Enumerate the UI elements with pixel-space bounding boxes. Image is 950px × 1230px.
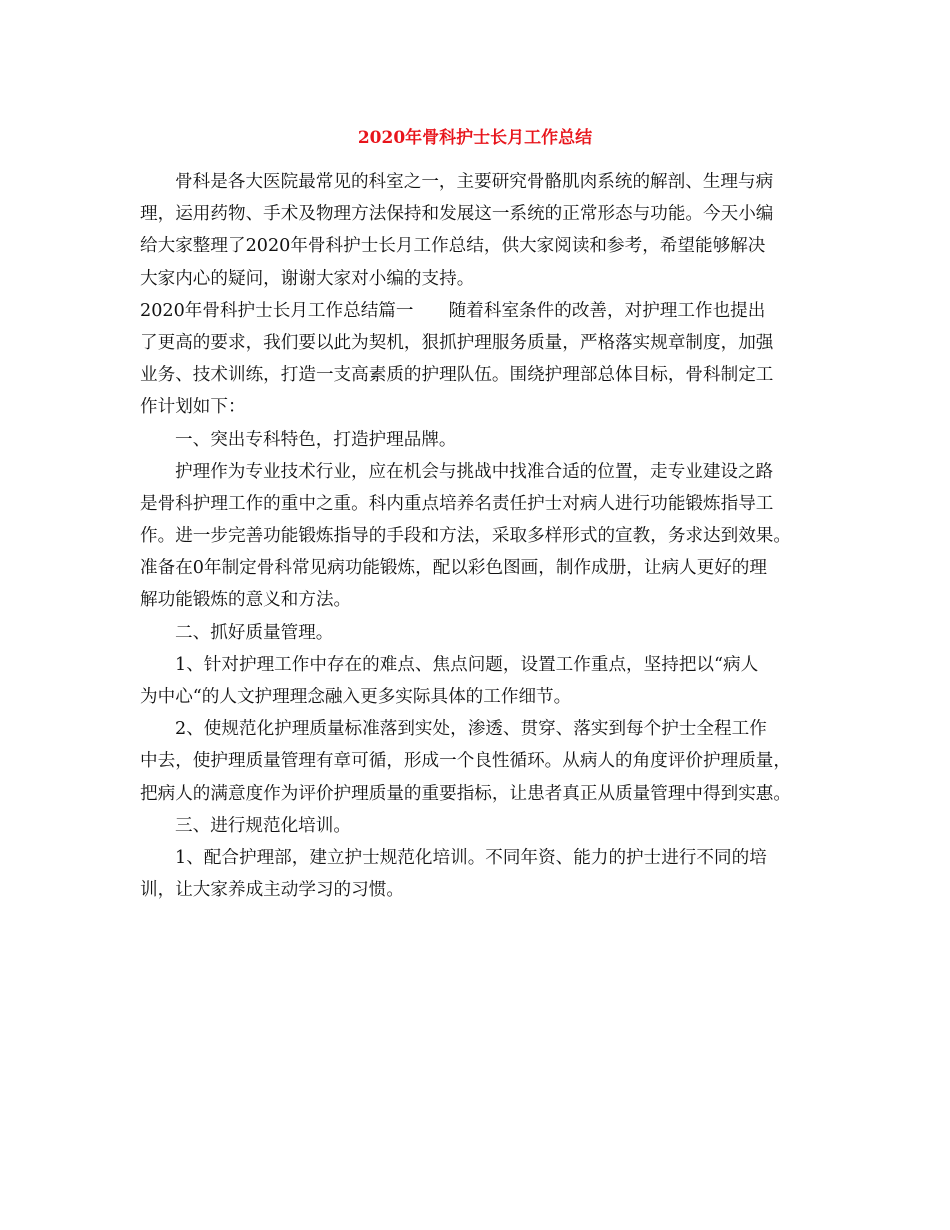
body-line: 为中心“的人文护理理念融入更多实际具体的工作细节。 (140, 687, 572, 707)
body-line: 1、配合护理部，建立护士规范化培训。不同年资、能力的护士进行不同的培 (175, 847, 767, 868)
body-line: 业务、技术训练，打造一支高素质的护理队伍。围绕护理部总体目标，骨科制定工 (140, 365, 774, 386)
body-line: 给大家整理了2020年骨科护士长月工作总结，供大家阅读和参考，希望能够解决 (140, 236, 766, 257)
body-line: 护理作为专业技术行业，应在机会与挑战中找准合适的位置，走专业建设之路 (175, 461, 774, 482)
body-line: 解功能锻炼的意义和方法。 (140, 590, 352, 611)
body-line: 作。进一步完善功能锻炼指导的手段和方法，采取多样形式的宣教，务求达到效果。 (140, 526, 791, 547)
body-line: 是骨科护理工作的重中之重。科内重点培养名责任护士对病人进行功能锻炼指导工 (140, 493, 774, 514)
document-body (140, 166, 840, 906)
body-line: 2、使规范化护理质量标准落到实处，渗透、贯穿、落实到每个护士全程工作 (175, 719, 767, 740)
body-line: 三、进行规范化培训。 (175, 815, 351, 836)
body-line: 了更高的要求，我们要以此为契机，狠抓护理服务质量，严格落实规章制度，加强 (140, 332, 774, 353)
body-line: 把病人的满意度作为评价护理质量的重要指标，让患者真正从质量管理中得到实惠。 (140, 783, 791, 804)
body-line: 理，运用药物、手术及物理方法保持和发展这一系统的正常形态与功能。今天小编 (140, 204, 774, 225)
body-line: 骨科是各大医院最常见的科室之一，主要研究骨骼肌肉系统的解剖、生理与病 (175, 172, 774, 192)
body-line: 1、针对护理工作中存在的难点、焦点问题，设置工作重点，坚持把以“病人 (175, 654, 759, 675)
body-line: 一、突出专科特色，打造护理品牌。 (175, 429, 457, 450)
body-line: 作计划如下： (140, 397, 246, 418)
body-line: 大家内心的疑问，谢谢大家对小编的支持。 (140, 268, 475, 289)
document-title: 2020年骨科护士长月工作总结 (357, 128, 593, 148)
body-line: 二、抓好质量管理。 (175, 622, 334, 643)
body-line: 训，让大家养成主动学习的习惯。 (140, 880, 404, 901)
body-line: 准备在0年制定骨科常见病功能锻炼，配以彩色图画，制作成册，让病人更好的理 (140, 558, 767, 579)
body-line: 2020年骨科护士长月工作总结篇一 随着科室条件的改善，对护理工作也提出 (140, 300, 766, 321)
body-line: 中去，使护理质量管理有章可循，形成一个良性循环。从病人的角度评价护理质量， (140, 751, 791, 772)
